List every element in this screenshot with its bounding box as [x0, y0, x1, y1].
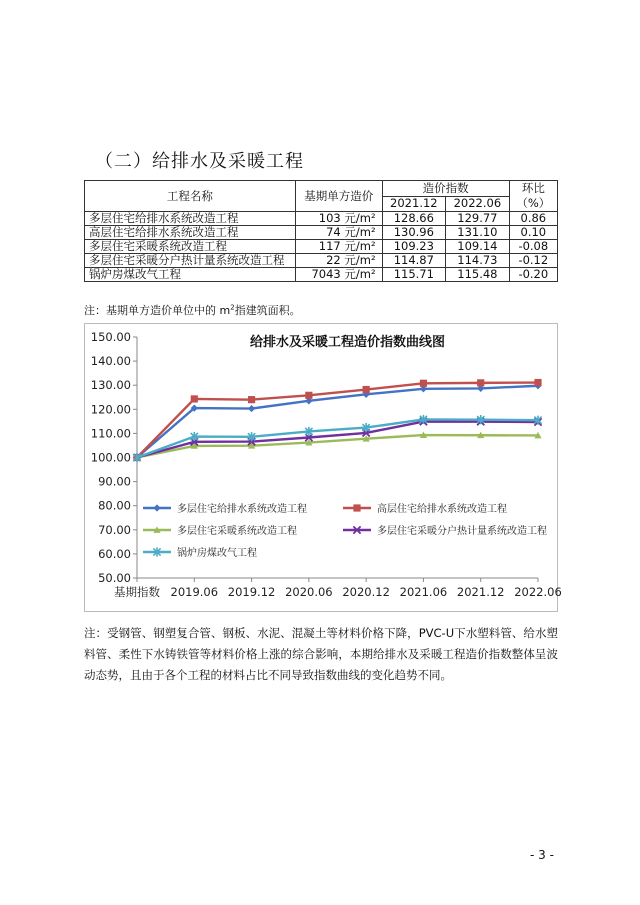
row-price: 7043 元/m²: [295, 268, 382, 282]
row-index-1: 128.66: [382, 212, 446, 226]
index-chart: [84, 323, 562, 612]
row-name: 多层住宅给排水系统改造工程: [85, 212, 296, 226]
row-index-2: 131.10: [446, 226, 510, 240]
row-index-2: 114.73: [446, 254, 510, 268]
y-tick-label: 140.00: [90, 354, 131, 369]
y-tick-label: 50.00: [98, 571, 131, 585]
row-ratio: 0.10: [509, 226, 557, 240]
table-row: [85, 268, 558, 282]
legend-label-1: 多层住宅给排水系统改造工程: [177, 504, 307, 515]
x-tick-label: 基期指数: [114, 585, 160, 599]
row-price: 103 元/m²: [295, 212, 382, 226]
y-tick-label: 130.00: [90, 378, 131, 393]
y-tick-label: 70.00: [98, 522, 131, 537]
row-ratio: -0.08: [509, 240, 557, 254]
row-ratio: 0.86: [509, 212, 557, 226]
x-tick-label: 2020.12: [342, 585, 390, 599]
legend-label-4: 多层住宅采暖分户热计量系统改造工程: [377, 526, 547, 537]
index-chart-svg: [85, 324, 562, 611]
table-header-row-1: [85, 181, 558, 197]
row-ratio: -0.20: [509, 268, 557, 282]
row-index-2: 115.48: [446, 268, 510, 282]
x-tick-label: 2019.12: [227, 585, 276, 599]
table-row: [85, 240, 558, 254]
legend-marker-2: [353, 504, 360, 511]
row-name: 多层住宅采暖系统改造工程: [85, 240, 296, 254]
row-index-1: 109.23: [382, 240, 446, 254]
legend-label-5: 锅炉房煤改气工程: [177, 548, 257, 559]
row-index-2: 109.14: [446, 240, 510, 254]
header-ratio: [509, 181, 557, 212]
data-point-series-2: [420, 380, 427, 387]
row-name: 高层住宅给排水系统改造工程: [85, 226, 296, 240]
y-tick-label: 60.00: [98, 546, 131, 561]
data-point-series-2: [534, 379, 541, 386]
data-point-series-1: [248, 405, 255, 412]
cost-index-table: [84, 180, 558, 282]
data-point-series-2: [363, 386, 370, 393]
table-row: [85, 254, 558, 268]
legend-label-3: 多层住宅采暖系统改造工程: [177, 526, 297, 537]
analysis-note: 注：受钢管、钢塑复合管、钢板、水泥、混凝土等材料价格下降，PVC-U下水塑料管、给水塑料管、柔性下水铸铁管等材料价格上涨的综合影响，本期给排水及采暖工程造价指数整体呈波动态势，且由于各个工程的材料占比不同导致指数曲线的变化趋势不同。: [84, 626, 558, 682]
table-note-sup: 2: [230, 303, 235, 312]
row-price: 22 元/m²: [295, 254, 382, 268]
table-note-before: 注：基期单方造价单位中的 m: [84, 304, 231, 317]
x-tick-label: 2021.12: [456, 585, 505, 599]
y-tick-label: 90.00: [98, 474, 131, 489]
legend-marker-1: [153, 504, 160, 511]
x-tick-label: 2022.06: [514, 585, 562, 599]
x-tick-label: 2021.06: [399, 585, 448, 599]
header-period-2: 2022.06: [446, 196, 510, 212]
y-tick-label: 150.00: [90, 330, 131, 344]
chart-title: 给排水及采暖工程造价指数曲线图: [249, 335, 446, 350]
row-index-1: 114.87: [382, 254, 446, 268]
legend-label-2: 高层住宅给排水系统改造工程: [377, 504, 507, 515]
row-price: 74 元/m²: [295, 226, 382, 240]
row-ratio: -0.12: [509, 254, 557, 268]
row-price: 117 元/m²: [295, 240, 382, 254]
data-point-series-2: [477, 379, 484, 386]
row-name: 锅炉房煤改气工程: [85, 268, 296, 282]
y-tick-label: 110.00: [90, 426, 131, 441]
section-title: （二）给排水及采暖工程: [95, 151, 304, 172]
page-number: - 3 -: [530, 848, 554, 862]
header-base-price: 基期单方造价: [295, 181, 382, 212]
table-note-after: 指建筑面积。: [234, 304, 301, 317]
header-name: 工程名称: [85, 181, 296, 212]
row-index-2: 129.77: [446, 212, 510, 226]
x-tick-label: 2019.06: [170, 585, 219, 599]
y-tick-label: 100.00: [90, 450, 131, 465]
header-ratio-unit: （%）: [516, 196, 551, 210]
row-index-1: 130.96: [382, 226, 446, 240]
header-index-group: 造价指数: [382, 181, 509, 197]
y-tick-label: 120.00: [90, 402, 131, 417]
header-ratio-label: 环比: [521, 181, 545, 195]
table-note: [84, 302, 301, 318]
data-point-series-2: [248, 396, 255, 403]
header-period-1: 2021.12: [382, 196, 446, 212]
y-tick-label: 80.00: [98, 498, 131, 513]
row-index-1: 115.71: [382, 268, 446, 282]
table-row: [85, 212, 558, 226]
table-row: [85, 226, 558, 240]
row-name: 多层住宅采暖分户热计量系统改造工程: [85, 254, 296, 268]
x-tick-label: 2020.06: [285, 585, 333, 599]
data-point-series-2: [305, 392, 312, 399]
data-point-series-2: [191, 395, 198, 402]
